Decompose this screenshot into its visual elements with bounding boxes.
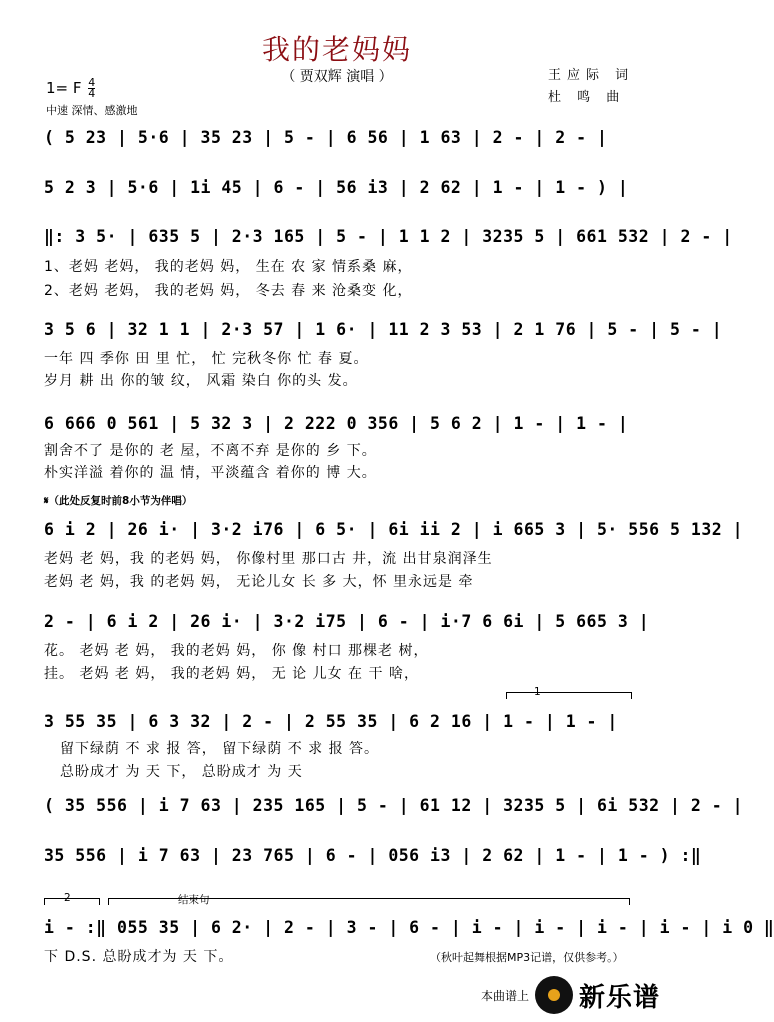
system-8-lyric-2: 总盼成才 为 天 下， 总盼成才 为 天 bbox=[60, 764, 303, 780]
page-title: 我的老妈妈 bbox=[261, 33, 412, 66]
vinyl-icon bbox=[535, 976, 573, 1014]
singer-credit: （ 贾双辉 演唱 ） bbox=[281, 69, 393, 85]
key-label: 1= F bbox=[46, 79, 82, 97]
volta-1-bracket bbox=[506, 692, 632, 699]
system-8-notes: 3 55 35 | 6 3 32 | 2 - | 2 55 35 | 6 2 16 | 1 - | 1 - | bbox=[44, 712, 618, 731]
system-4-lyric-2: 岁月 耕 出 你的皱 纹， 风霜 染白 你的头 发。 bbox=[44, 373, 358, 389]
system-5-lyric-2: 朴实洋溢 着你的 温 情，平淡蕴含 着你的 博 大。 bbox=[44, 465, 377, 481]
system-9-notes: ( 35 556 | i 7 63 | 235 165 | 5 - | 61 12 | 3235 5 | 6i 532 | 2 - | bbox=[44, 796, 744, 815]
system-7-lyric-2: 挂。 老妈 老 妈， 我的老妈 妈， 无 论 儿女 在 干 啥， bbox=[44, 666, 419, 682]
system-7-lyric-1: 花。 老妈 老 妈， 我的老妈 妈， 你 像 村口 那棵老 树， bbox=[44, 643, 429, 659]
key-signature bbox=[46, 78, 95, 99]
system-5-lyric-1: 割舍不了 是你的 老 屋，不离不弃 是你的 乡 下。 bbox=[44, 443, 377, 459]
time-sig-bottom: 4 bbox=[88, 87, 96, 100]
system-7-notes: 2 - | 6 i 2 | 26 i· | 3·2 i75 | 6 - | i·7 6 6i | 5 665 3 | bbox=[44, 612, 650, 631]
time-sig-top: 4 bbox=[88, 76, 96, 89]
system-3-lyric-1: 1、老妈 老妈， 我的老妈 妈， 生在 农 家 情系桑 麻， bbox=[44, 259, 413, 275]
system-6-notes: 6 i 2 | 26 i· | 3·2 i76 | 6 5· | 6i ii 2 | i 665 3 | 5· 556 5 132 | bbox=[44, 520, 744, 539]
volta-2-label: 2 bbox=[64, 892, 71, 904]
volta-2-bracket bbox=[44, 898, 100, 905]
logo-text: 新乐谱 bbox=[578, 982, 660, 1013]
tempo-marking: 中速 深情、感激地 bbox=[46, 104, 138, 117]
footnote: （秋叶起舞根据MP3记谱，仅供参考。） bbox=[430, 951, 624, 964]
logo-label: 本曲谱上 bbox=[480, 988, 529, 1003]
system-6-lyric-2: 老妈 老 妈，我 的老妈 妈， 无论儿女 长 多 大，怀 里永远是 牵 bbox=[44, 574, 474, 590]
segno-note: 𝄋（此处反复时前8小节为伴唱） bbox=[44, 495, 193, 507]
system-4-notes: 3 5 6 | 32 1 1 | 2·3 57 | 1 6· | 11 2 3 53 | 2 1 76 | 5 - | 5 - | bbox=[44, 320, 723, 339]
system-5-notes: 6 666 0 561 | 5 32 3 | 2 222 0 356 | 5 6 2 | 1 - | 1 - | bbox=[44, 414, 629, 433]
site-logo bbox=[481, 976, 660, 1014]
system-11-lyric-1: 下 D.S. 总盼成才为 天 下。 bbox=[44, 949, 234, 965]
lyricist-credit: 王应际 词 bbox=[548, 68, 635, 83]
system-2-notes: 5 2 3 | 5·6 | 1i 45 | 6 - | 56 i3 | 2 62 | 1 - | 1 - ) | bbox=[44, 178, 629, 197]
system-1-notes: ( 5 23 | 5·6 | 35 23 | 5 - | 6 56 | 1 63 | 2 - | 2 - | bbox=[44, 128, 608, 147]
coda-label: 结束句 bbox=[178, 894, 210, 906]
time-signature bbox=[88, 78, 95, 99]
system-8-lyric-1: 留下绿荫 不 求 报 答， 留下绿荫 不 求 报 答。 bbox=[60, 741, 380, 757]
volta-1-label: 1 bbox=[534, 686, 541, 698]
system-11-notes: i - :‖ 055 35 | 6 2· | 2 - | 3 - | 6 - | i - | i - | i - | i - | i 0 ‖ bbox=[44, 918, 774, 937]
system-4-lyric-1: 一年 四 季你 田 里 忙， 忙 完秋冬你 忙 春 夏。 bbox=[44, 351, 369, 367]
system-3-lyric-2: 2、老妈 老妈， 我的老妈 妈， 冬去 春 来 沧桑变 化， bbox=[44, 283, 413, 299]
system-3-notes: ‖: 3 5· | 635 5 | 2·3 165 | 5 - | 1 1 2 | 3235 5 | 661 532 | 2 - | bbox=[44, 227, 733, 246]
system-10-notes: 35 556 | i 7 63 | 23 765 | 6 - | 056 i3 | 2 62 | 1 - | 1 - ) :‖ bbox=[44, 846, 702, 865]
composer-credit: 杜 鸣 曲 bbox=[548, 90, 626, 105]
system-6-lyric-1: 老妈 老 妈，我 的老妈 妈， 你像村里 那口古 井，流 出甘泉润泽生 bbox=[44, 551, 493, 567]
